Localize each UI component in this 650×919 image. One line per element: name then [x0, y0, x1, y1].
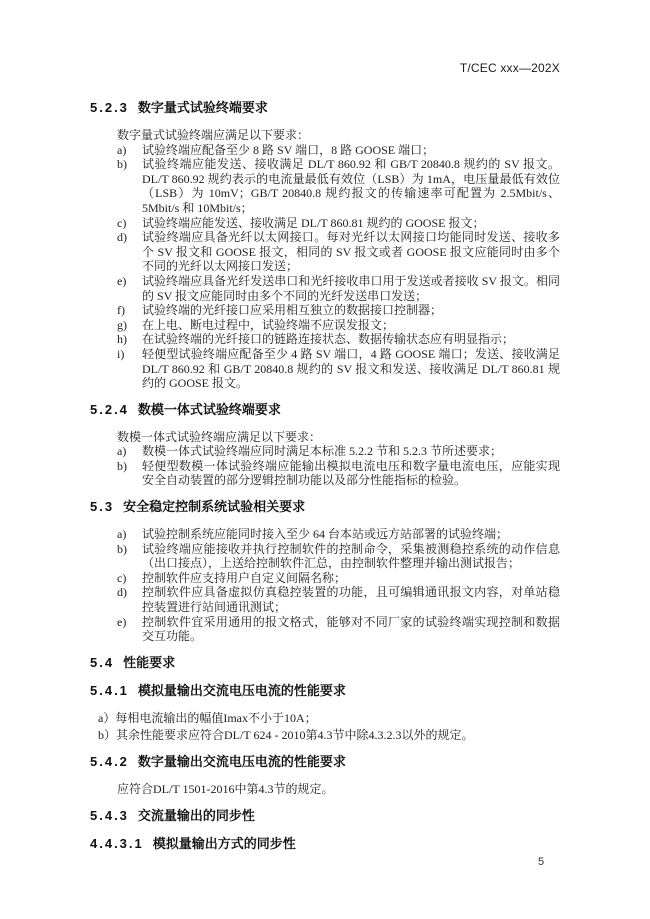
section-intro: 数字量式试验终端应满足以下要求：: [117, 128, 310, 142]
section-title: 模拟量输出交流电压电流的性能要求: [137, 682, 346, 698]
section-number: 5.2.3: [90, 100, 129, 115]
list-item-text: 试验终端应能发送、接收满足 DL/T 860.81 规约的 GOOSE 报文；: [142, 215, 485, 230]
list-item-label: i): [117, 346, 125, 361]
section-number: 5.4.1: [90, 682, 129, 698]
section-heading: [90, 683, 560, 699]
list-item-label: c): [117, 215, 127, 230]
list-item: [90, 615, 560, 644]
list-item-label: d): [117, 230, 127, 245]
list-item-text: 控制软件应支持用户自定义间隔名称；: [142, 570, 347, 585]
list-item-label: b): [117, 157, 127, 172]
list-item: [90, 585, 560, 614]
section-heading: [90, 836, 560, 852]
list-item-label: a): [117, 142, 127, 157]
section-5-2-3: [90, 100, 560, 391]
list-item: [90, 303, 560, 318]
section-number: 5.4.3: [90, 807, 129, 823]
list-item-text: 试验终端应配备至少 8 路 SV 端口，8 路 GOOSE 端口；: [142, 142, 435, 157]
list-item-text: 试验终端应具备光纤发送串口和光纤接收串口用于发送或者接收 SV 报文。相同的 SV 报文应能同时由多个不同的光纤发送串口发送；: [142, 273, 560, 303]
section-heading: [90, 808, 560, 824]
list-item: [90, 318, 560, 333]
list-item: [90, 527, 560, 542]
section-number: 4.4.3.1: [90, 835, 144, 851]
section-5-2-4: [90, 402, 560, 488]
section-intro: 数模一体式试验终端应满足以下要求：: [117, 429, 322, 444]
list-item: [90, 444, 560, 459]
list-item-text: 试验终端应具备光纤以太网接口。每对光纤以太网接口均能同时发送、接收多个 SV 报文和 GOOSE 报文，相同的 SV 报文或者 GOOSE 报文应能同时由多个不同的光纤以太网接口发送；: [142, 230, 560, 274]
page-number: 5: [538, 856, 545, 868]
list-item-text: 试验终端的光纤接口应采用相互独立的数据接口控制器；: [142, 303, 443, 318]
list-item-text: 在试验终端的光纤接口的链路连接状态、数据传输状态应有明显指示；: [142, 332, 515, 347]
document-content: [90, 100, 560, 864]
list-item: [90, 157, 560, 215]
section-5-4-1: [90, 683, 560, 743]
section-heading: [90, 402, 560, 418]
list-item-text: 数模一体式试验终端应同时满足本标准 5.2.2 节和 5.2.3 节所述要求；: [142, 444, 503, 459]
plain-list-item: b）其余性能要求应符合DL/T 624 - 2010第4.3节中除4.3.2.3以外的规定。: [98, 728, 474, 743]
section-5-3: [90, 499, 560, 644]
list-item-label: d): [117, 585, 127, 600]
list-item: [90, 332, 560, 347]
list-item-text: 试验终端应能发送、接收满足 DL/T 860.92 和 GB/T 20840.8 规约的 SV 报文。DL/T 860.92 规约表示的电流量最低有效位（LSB）为 1mA，电压量最低有效位（LSB）为 10mV；GB/T 20840.8 规约报文的传输速率可配置为 2.5Mbit/s、5Mbit/s 和 10Mbit/s；: [142, 157, 560, 215]
list-item-text: 试验控制系统应能同时接入至少 64 台本站或远方站部署的试验终端；: [142, 527, 509, 542]
list-item-label: e): [117, 273, 127, 288]
section-number: 5.4.2: [90, 754, 129, 769]
section-heading: [90, 100, 560, 116]
list-item: [90, 274, 560, 303]
list-item-label: f): [117, 303, 125, 318]
section-title: 性能要求: [123, 654, 176, 670]
list-item: [90, 459, 560, 488]
section-5-4-2: [90, 754, 560, 797]
section-heading: [90, 499, 560, 515]
section-number: 5.2.4: [90, 401, 129, 417]
list-item-label: h): [117, 332, 127, 347]
section-title: 数字量式试验终端要求: [137, 100, 268, 115]
list-item: [90, 571, 560, 586]
section-title: 交流量输出的同步性: [137, 807, 255, 823]
list-item-text: 轻便型数模一体试验终端应能输出模拟电流电压和数字量电流电压，应能实现安全自动装置的部分逻辑控制功能以及部分性能指标的检验。: [142, 458, 560, 488]
list-item-label: a): [117, 527, 127, 542]
section-heading: [90, 754, 560, 770]
section-4-4-3-1: [90, 836, 560, 852]
list-item-label: b): [117, 458, 127, 473]
section-paragraph: 应符合DL/T 1501-2016中第4.3节的规定。: [117, 782, 334, 796]
section-title: 数模一体式试验终端要求: [137, 401, 281, 417]
list-item: [90, 347, 560, 391]
header-reference: T/CEC xxx—202X: [459, 61, 560, 75]
list-item: [90, 143, 560, 158]
section-number: 5.4: [90, 654, 115, 670]
section-5-4-3: [90, 808, 560, 824]
list-item: [90, 542, 560, 571]
section-title: 安全稳定控制系统试验相关要求: [123, 499, 306, 515]
list-item-text: 轻便型试验终端应配备至少 4 路 SV 端口，4 路 GOOSE 端口；发送、接收满足 DL/T 860.92 和 GB/T 20840.8 规约的 SV 报文和发送、接收满足 DL/T 860.81 规约的 GOOSE 报文。: [142, 346, 560, 391]
section-title: 模拟量输出方式的同步性: [152, 835, 296, 851]
list-item-label: g): [117, 317, 127, 332]
list-item-label: b): [117, 541, 127, 556]
list-item-label: e): [117, 614, 127, 629]
list-item-text: 控制软件宜采用通用的报文格式，能够对不同厂家的试验终端实现控制和数据交互功能。: [142, 614, 560, 644]
section-number: 5.3: [90, 499, 115, 515]
list-item: [90, 230, 560, 274]
section-5-4: [90, 655, 560, 671]
list-item-text: 试验终端应能接收并执行控制软件的控制命令，采集被测稳控系统的动作信息（出口接点），上送给控制软件汇总，由控制软件整理并输出测试报告；: [142, 541, 560, 571]
list-item-text: 在上电、断电过程中，试验终端不应误发报文；: [142, 317, 395, 332]
list-item-text: 控制软件应具备虚拟仿真稳控装置的功能，且可编辑通讯报文内容，对单站稳控装置进行站间通讯测试；: [142, 585, 560, 615]
list-item-label: c): [117, 570, 127, 585]
plain-list-item: a）每相电流输出的幅值Imax不小于10A；: [98, 710, 317, 725]
list-item: [90, 216, 560, 231]
section-heading: [90, 655, 560, 671]
list-item-label: a): [117, 444, 127, 459]
section-title: 数字量输出交流电压电流的性能要求: [137, 754, 346, 769]
